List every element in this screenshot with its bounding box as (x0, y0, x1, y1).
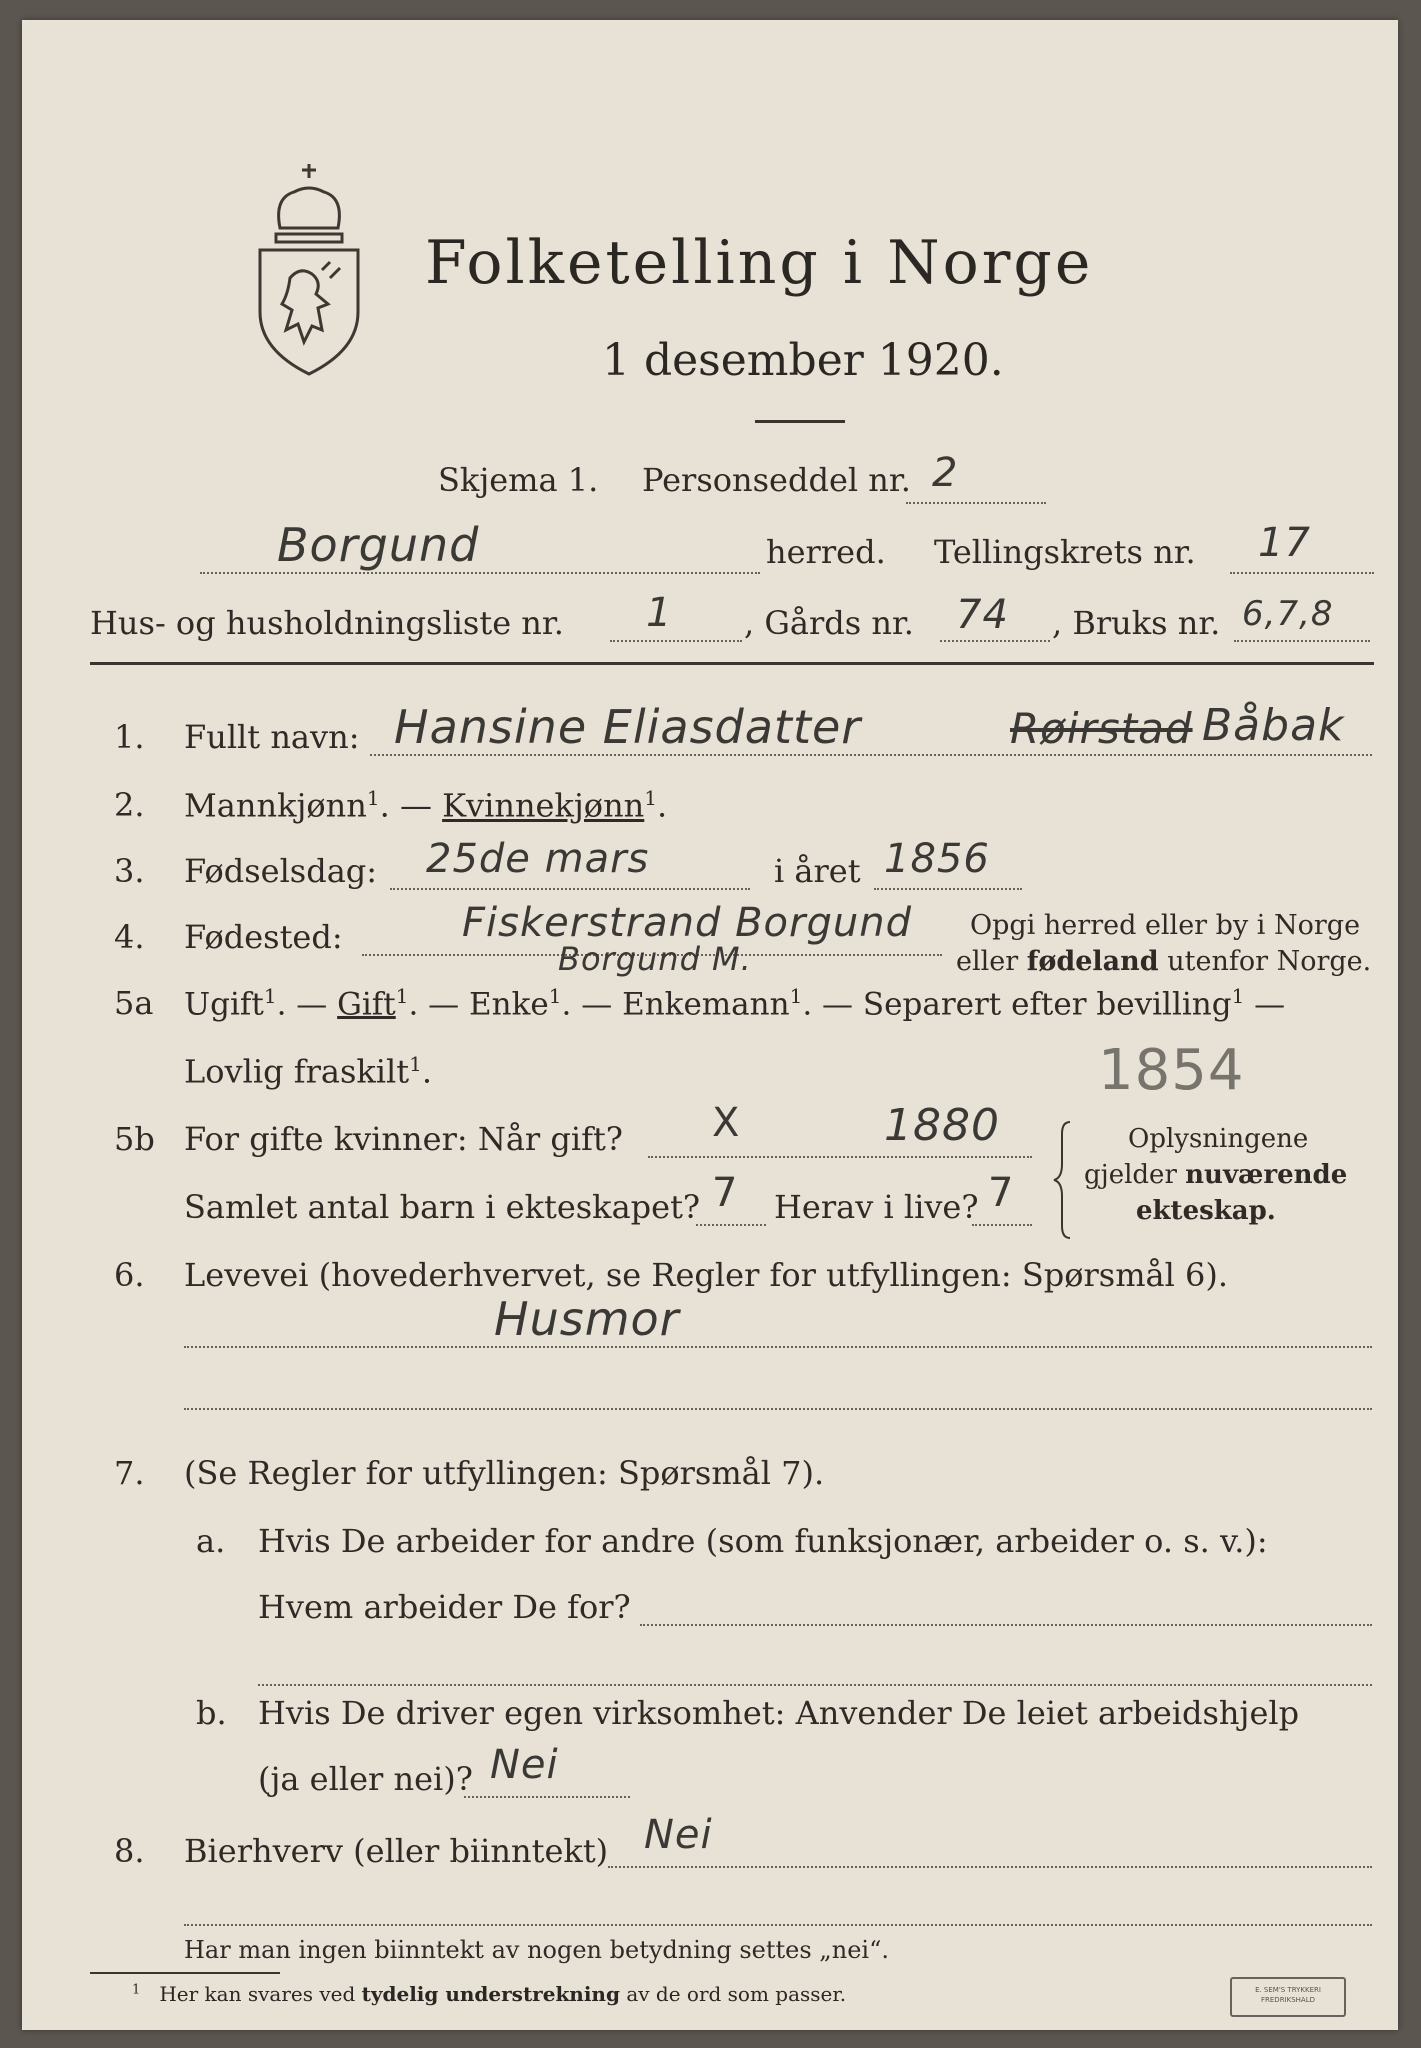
footnote-a: Her kan svares ved (159, 1982, 362, 2006)
gards-line (940, 640, 1050, 642)
printer-city: FREDRIKSHALD (1260, 1996, 1315, 2004)
header-divider (90, 662, 1374, 665)
q5b-number: 5b (114, 1120, 155, 1158)
bruks-line (1234, 640, 1370, 642)
husholdningsliste-line (610, 640, 742, 642)
q5b-ilive-label: Herav i live? (774, 1188, 979, 1226)
printer-stamp (1230, 1977, 1346, 2017)
fraskilt-row (184, 1052, 432, 1091)
kvinnekjonn-option: Kvinnekjønn (442, 786, 645, 825)
q2-separator: . — (379, 786, 443, 825)
gards-value: 74 (956, 592, 1009, 638)
q5a-dash: . — (802, 986, 863, 1023)
footnote-ref: 1 (263, 984, 277, 1008)
q7b-value: Nei (490, 1742, 559, 1788)
gift-option: Gift (337, 986, 396, 1023)
q5a-options (184, 984, 1285, 1022)
title-divider (755, 420, 845, 423)
census-date: 1 desember 1920. (602, 335, 1004, 386)
q4-number: 4. (114, 918, 145, 956)
q5a-number: 5a (114, 984, 154, 1022)
q7a-line1: Hvis De arbeider for andre (som funksjonær, arbeider o. s. v.): (258, 1522, 1268, 1560)
q7-number: 7. (114, 1454, 145, 1492)
husholdningsliste-value: 1 (646, 590, 673, 636)
enke-option: Enke (469, 986, 549, 1023)
q4-label: Fødested: (184, 918, 343, 956)
q5b-ilive-value: 7 (988, 1170, 1015, 1216)
q5b-note-b: nuværende (1185, 1160, 1348, 1190)
footnote-ref: 1 (644, 786, 658, 810)
bruks-value: 6,7,8 (1242, 594, 1334, 634)
q6-line-2 (184, 1408, 1372, 1410)
q6-line-1 (184, 1346, 1372, 1348)
tellingskrets-value: 17 (1258, 520, 1311, 566)
fraskilt-period: . (421, 1052, 432, 1091)
q4-note-line2 (956, 946, 1371, 977)
footnote-c: av de ord som passer. (619, 1982, 847, 2006)
herred-value: Borgund (277, 518, 480, 572)
q6-number: 6. (114, 1256, 145, 1294)
q8-line (608, 1866, 1372, 1868)
q3-number: 3. (114, 852, 145, 890)
q6-label: Levevei (hovederhvervet, se Regler for utfyllingen: Spørsmål 6). (184, 1256, 1229, 1294)
husholdningsliste-label: Hus- og husholdningsliste nr. (90, 604, 564, 642)
form-title: Folketelling i Norge (425, 228, 1094, 298)
tellingskrets-label: Tellingskrets nr. (934, 533, 1196, 571)
personseddel-value: 2 (932, 450, 959, 496)
herred-line (200, 572, 760, 574)
q3-label: Fødselsdag: (184, 852, 378, 890)
q7a-line2: Hvem arbeider De for? (258, 1588, 631, 1626)
q2-options (184, 786, 667, 825)
q8-value: Nei (644, 1812, 713, 1858)
q5b-mark: X (712, 1100, 741, 1146)
q8-line-2 (184, 1924, 1372, 1926)
q5b-note-line1: Oplysningene (1128, 1124, 1309, 1154)
q5b-brace-icon (1052, 1120, 1074, 1240)
q5b-ilive-line (972, 1224, 1032, 1226)
q4-note-c: utenfor Norge. (1158, 946, 1372, 977)
fraskilt-option: Lovlig fraskilt (184, 1052, 410, 1091)
q4-note-line1: Opgi herred eller by i Norge (970, 910, 1361, 941)
q5b-label: For gifte kvinner: Når gift? (184, 1120, 623, 1158)
q4-note-b: fødeland (1026, 946, 1159, 977)
q7b-line (464, 1796, 630, 1798)
footnote (132, 1982, 846, 2006)
q6-value: Husmor (494, 1292, 680, 1346)
footnote-ref: 1 (1231, 984, 1245, 1008)
footnote-ref: 1 (409, 1052, 422, 1076)
q4-value-2: Borgund M. (558, 940, 752, 978)
census-form-page (22, 20, 1398, 2030)
q4-value: Fiskerstrand Borgund (462, 900, 912, 946)
q8-number: 8. (114, 1832, 145, 1870)
q7-label: (Se Regler for utfyllingen: Spørsmål 7). (184, 1454, 825, 1492)
schema-label: Skjema 1. (438, 461, 599, 499)
q5a-dash: . — (561, 986, 623, 1023)
q5b-note-line3: ekteskap. (1136, 1196, 1276, 1226)
tellingskrets-line (1230, 572, 1374, 574)
q3-year-label: i året (774, 852, 861, 890)
q3-year-value: 1856 (884, 836, 990, 882)
q1-struck-value: Røirstad (1010, 704, 1193, 753)
footnote-mark: 1 (132, 1982, 141, 1998)
q5a-pencil-annotation: 1854 (1098, 1038, 1245, 1103)
personseddel-label: Personseddel nr. (642, 461, 911, 499)
q3-line (390, 888, 750, 890)
q5a-dash: . — (408, 986, 470, 1023)
q5b-barn-label: Samlet antal barn i ekteskapet? (184, 1188, 701, 1226)
footnote-ref: 1 (789, 984, 803, 1008)
bruks-label: , Bruks nr. (1052, 604, 1221, 642)
q7a-line-2 (258, 1684, 1372, 1686)
q7a-line (640, 1624, 1372, 1626)
footnote-ref: 1 (366, 786, 380, 810)
personseddel-line (906, 502, 1046, 504)
printer-name: E. SEM'S TRYKKERI (1255, 1986, 1321, 1994)
q5b-note-line2 (1084, 1160, 1347, 1190)
q7a-letter: a. (196, 1522, 226, 1560)
q1-value: Hansine Eliasdatter (394, 700, 862, 754)
footer-note: Har man ingen biinntekt av nogen betydning settes „nei“. (184, 1936, 889, 1964)
q1-label: Fullt navn: (184, 718, 360, 756)
q5a-dash: . — (276, 986, 338, 1023)
mannkjonn-option: Mannkjønn (184, 786, 367, 825)
q5a-dash-end: — (1244, 986, 1286, 1023)
q2-end: . (657, 786, 668, 825)
separert-option: Separert efter bevilling (862, 986, 1232, 1023)
footnote-ref: 1 (548, 984, 562, 1008)
coat-of-arms-icon (250, 158, 368, 378)
q3-value: 25de mars (426, 836, 650, 882)
q5b-year: 1880 (884, 1100, 1000, 1151)
q4-note-a: eller (956, 946, 1027, 977)
q3-year-line (874, 888, 1022, 890)
gards-label: , Gårds nr. (744, 604, 914, 642)
q8-label: Bierhverv (eller biinntekt) (184, 1832, 609, 1870)
footnote-b: tydelig understrekning (361, 1982, 620, 2006)
q5b-line (648, 1156, 1032, 1158)
q5b-note-a: gjelder (1084, 1160, 1186, 1190)
footnote-divider (90, 1972, 280, 1974)
ugift-option: Ugift (184, 986, 264, 1023)
q1-line (370, 754, 1372, 756)
q2-number: 2. (114, 786, 145, 824)
q5b-barn-line (696, 1224, 766, 1226)
q7b-line2: (ja eller nei)? (258, 1760, 473, 1798)
q7b-line1: Hvis De driver egen virksomhet: Anvender De leiet arbeidshjelp (258, 1694, 1300, 1732)
enkemann-option: Enkemann (622, 986, 790, 1023)
q1-value-2: Båbak (1202, 700, 1345, 751)
q5b-barn-value: 7 (712, 1170, 739, 1216)
footnote-ref: 1 (395, 984, 409, 1008)
q7b-letter: b. (196, 1694, 227, 1732)
q1-number: 1. (114, 718, 145, 756)
herred-label: herred. (766, 533, 886, 571)
